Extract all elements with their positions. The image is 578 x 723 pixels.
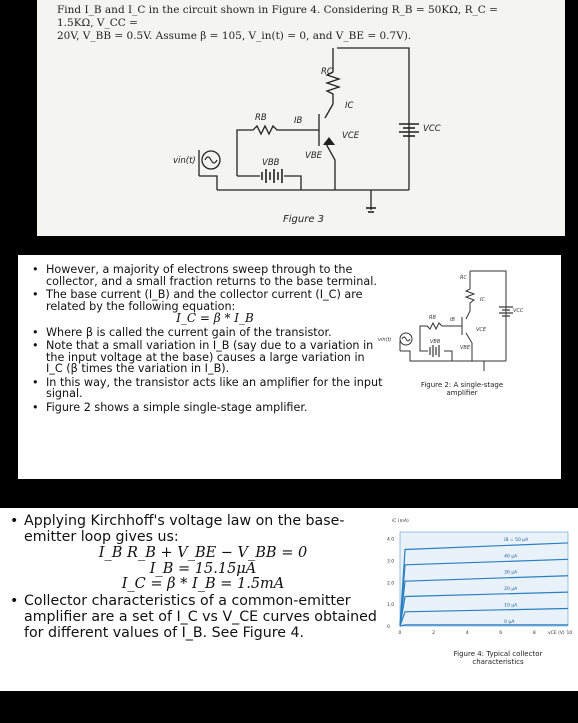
chart-series-label: 0 μA [504,619,515,625]
kvl-slide [0,508,578,691]
collector-characteristics-chart [378,512,576,644]
figure3-caption: Figure 3 [283,214,325,225]
slide3-bullets [10,513,382,641]
chart-x-tick-label: 8 [532,631,536,636]
fig2-label-ib: IB [450,317,455,323]
chart-series-label: iB = 50 μA [504,537,529,543]
chart-x-tick-label: 10 [566,631,573,636]
chart-x-tick-label: 6 [499,631,503,636]
slide2-bullet: • Figure 2 shows a simple single-stage amplifier. [32,402,384,414]
figure3-circuit [37,0,565,236]
slide3-bullet-text: Applying Kirchhoff's voltage law on the base-emitter loop gives us: [24,513,345,545]
figure2-caption [416,382,508,397]
slide2-bullet: • Where β is called the current gain of the transistor. [32,327,384,339]
figure2-caption-line-2: amplifier [446,388,478,397]
chart-series-label: 10 μA [504,603,518,609]
chart-y-tick-label: 1.0 [387,603,395,609]
slide2-bullet-text: The base current (I_B) and the collector current (I_C) are related by the following equation: [46,288,363,313]
figure2-circuit [372,261,522,391]
label-vbe: VBE [305,151,323,161]
slide2-bullet [32,289,384,325]
chart-series-label: 20 μA [504,587,518,593]
problem-panel [37,0,565,236]
fig2-label-vin: vin(t) [378,337,392,343]
slide2-bullet: • In this way, the transistor acts like an amplifier for the input signal. [32,377,384,400]
slide3-bullet [10,513,382,593]
label-vcc: VCC [423,124,441,134]
chart-series-label: 40 μA [504,554,518,560]
chart-x-axis-label: vCE (V) [548,631,565,636]
label-rc: RC [321,67,333,77]
slide3-equation: I_B = 15.15μA [149,560,257,577]
label-vbb: VBB [262,158,280,168]
label-vce: VCE [342,131,360,141]
fig2-label-ic: IC [480,297,485,303]
figure4-caption-line-2: characteristics [472,657,524,666]
problem-line-1: Find I_B and I_C in the circuit shown in Figure 4. Considering R_B = 50KΩ, R_C = 1.5KΩ, V_CC = [57,4,498,29]
label-rb: RB [255,113,267,123]
chart-y-tick-label: 2.0 [387,581,395,587]
chart-y-tick-label: 3.0 [387,559,395,565]
chart-x-tick-label: 4 [465,631,469,636]
label-vin: vin(t) [173,156,196,166]
chart-x-tick-label: 2 [432,631,435,636]
transistor-slide [18,255,561,479]
slide2-equation: I_C = β * I_B [176,311,254,325]
label-ic: IC [345,101,354,111]
slide2-bullet: • Note that a small variation in I_B (say due to a variation in the input voltage at the base) causes a large variation in I_C (β times the variation in I_B). [32,340,384,375]
slide3-bullet: • Collector characteristics of a common-emitter amplifier are a set of I_C vs V_CE curves obtained for different values of I_B. See Figure 4. [10,593,382,641]
slide3-equation: I_B R_B + V_BE − V_BB = 0 [98,545,308,561]
chart-x-tick-label: 0 [398,631,402,636]
fig2-label-vcc: VCC [513,308,524,314]
label-ib: IB [294,116,303,126]
fig2-label-rc: RC [460,275,467,281]
slide2-bullets [32,264,384,415]
fig2-label-vce: VCE [476,327,487,333]
problem-line-2: 20V, V_BB = 0.5V. Assume β = 105, V_in(t) = 0, and V_BE = 0.7V). [57,30,412,42]
chart-y-tick-label: 0 [387,625,390,630]
fig2-label-vbb: VBB [430,339,441,345]
figure2-caption-line-1: Figure 2: A single-stage [420,381,504,389]
chart-series-label: 30 μA [504,570,518,576]
slide3-equation: I_C = β * I_B = 1.5mA [121,576,285,592]
fig2-label-rb: RB [429,315,436,321]
slide2-bullet: • However, a majority of electrons sweep through to the collector, and a small fraction returns to the base terminal. [32,264,384,287]
figure4-caption-line-1: Figure 4: Typical collector [453,650,543,658]
chart-y-axis-label: iC (mA) [392,519,409,524]
chart-y-tick-label: 4.0 [387,537,395,543]
figure4-caption [430,651,566,666]
fig2-label-vbe: VBE [460,345,471,351]
